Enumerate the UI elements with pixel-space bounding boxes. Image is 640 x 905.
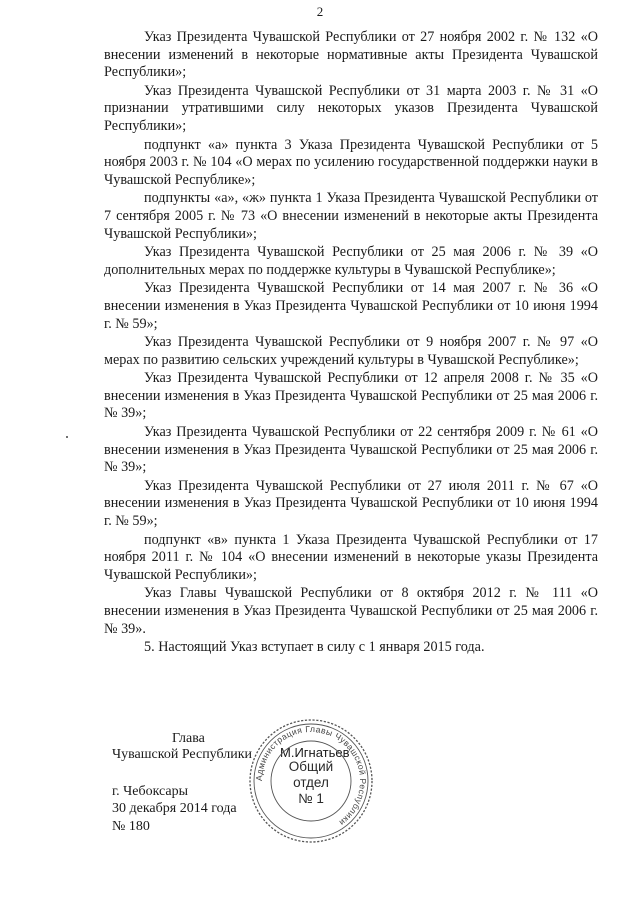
list-item: Указ Президента Чувашской Республики от 27 июля 2011 г. № 67 «О внесении изменения в Указ Президента Чувашской Республики от 10 июня 1994 г. № 59»;: [104, 477, 598, 530]
list-item: Указ Президента Чувашской Республики от 22 сентября 2009 г. № 61 «О внесении изменения в Указ Президента Чувашской Республики от 25 мая 2006 г. № 39»;: [104, 424, 598, 476]
stamp-ring-text: Администрация Главы Чувашской Республики: [253, 723, 369, 829]
official-stamp: [246, 716, 376, 846]
list-item: подпункт «а» пункта 3 Указа Президента Чувашской Республики от 5 ноября 2003 г. № 104 «О мерах по усилению государственной поддержки науки в Чувашской Республике»;: [104, 136, 598, 188]
issue-place: г. Чебоксары: [112, 784, 189, 799]
list-item: Указ Президента Чувашской Республики от 14 мая 2007 г. № 36 «О внесении изменения в Указ Президента Чувашской Республики от 10 июня 1994 г. № 59»;: [104, 280, 598, 332]
signatory-name: М.Игнатьев: [280, 745, 350, 760]
signatory-title-line2: Чувашской Республики: [112, 747, 253, 762]
closing-clause: 5. Настоящий Указ вступает в силу с 1 января 2015 года.: [144, 639, 485, 656]
stamp-center-line2: отдел: [293, 775, 329, 790]
list-item: Указ Президента Чувашской Республики от 25 мая 2006 г. № 39 «О дополнительных мерах по поддержке культуры в Чувашской Республике»;: [104, 244, 598, 278]
list-item: подпункт «в» пункта 1 Указа Президента Чувашской Республики от 17 ноября 2011 г. № 104 «О внесении изменений в некоторые указы Президента Чувашской Республики»;: [104, 531, 598, 583]
list-item: Указ Главы Чувашской Республики от 8 октября 2012 г. № 111 «О внесении изменения в Указ Президента Чувашской Республики от 25 мая 2006 г. № 39».: [104, 585, 598, 637]
list-item: Указ Президента Чувашской Республики от 12 апреля 2008 г. № 35 «О внесении изменения в Указ Президента Чувашской Республики от 25 мая 2006 г. № 39»;: [104, 370, 598, 422]
list-item: подпункты «а», «ж» пункта 1 Указа Президента Чувашской Республики от 7 сентября 2005 г. № 73 «О внесении изменений в некоторые акты Президента Чувашской Республики»;: [104, 190, 598, 242]
list-item: Указ Президента Чувашской Республики от 31 марта 2003 г. № 31 «О признании утратившими силу некоторых указов Президента Чувашской Республики»;: [104, 82, 598, 134]
document-body: [104, 29, 598, 657]
issue-date: 30 декабря 2014 года: [112, 801, 237, 816]
stamp-center-line3: № 1: [298, 791, 324, 806]
page-number: 2: [316, 4, 324, 19]
stamp-center-line1: Общий: [288, 759, 334, 774]
scan-speck: [66, 436, 68, 438]
signatory-title-line1: Глава: [172, 731, 205, 746]
decree-number: № 180: [112, 819, 150, 834]
list-item: Указ Президента Чувашской Республики от 27 ноября 2002 г. № 132 «О внесении изменений в некоторые нормативные акты Президента Чувашской Республики»;: [104, 29, 598, 81]
list-item: Указ Президента Чувашской Республики от 9 ноября 2007 г. № 97 «О мерах по развитию сельских учреждений культуры в Чувашской Республике»;: [104, 334, 598, 368]
